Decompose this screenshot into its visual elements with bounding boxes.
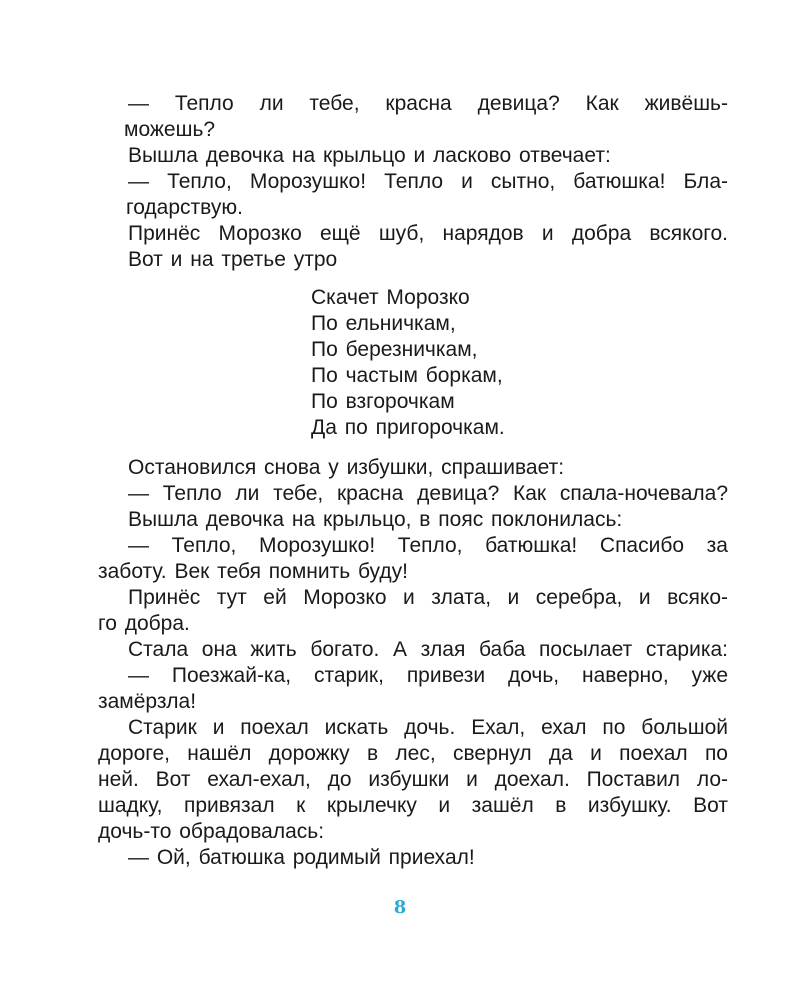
text-line: шадку, привязал к крылечку и зашёл в избушку. Вот (98, 794, 728, 817)
text-line: дочь-то обрадовалась: (98, 820, 325, 843)
text-line: Вышла девочка на крыльцо, в пояс поклонилась: (128, 508, 623, 531)
page-number: 8 (393, 897, 407, 918)
verse-line: Скачет Морозко (311, 286, 470, 309)
text-line: — Тепло, Морозушко! Тепло, батюшка! Спасибо за (128, 534, 728, 557)
text-block-top (124, 91, 728, 273)
verse-line: По ельничкам, (311, 312, 456, 335)
text-line: Принёс тут ей Морозко и злата, и серебра, и всяко- (128, 586, 728, 609)
text-line: — Ой, батюшка родимый приехал! (128, 846, 475, 869)
text-line: го добра. (98, 612, 190, 635)
text-line: Вышла девочка на крыльцо и ласково отвечает: (128, 144, 611, 167)
text-line: Принёс Морозко ещё шуб, нарядов и добра всякого. (128, 222, 728, 245)
verse-block (311, 285, 505, 441)
text-line: замёрзла! (98, 690, 197, 713)
text-line: можешь? (124, 118, 216, 141)
text-line: Старик и поехал искать дочь. Ехал, ехал по большой (128, 716, 728, 739)
verse-line: По частым боркам, (311, 364, 503, 387)
text-line: — Поезжай-ка, старик, привези дочь, наверно, уже (128, 664, 728, 687)
text-line: — Тепло ли тебе, красна девица? Как живёшь- (128, 92, 728, 115)
text-line: Вот и на третье утро (128, 248, 338, 271)
text-line: ней. Вот ехал-ехал, до избушки и доехал. Поставил ло- (98, 768, 728, 791)
verse-line: Да по пригорочкам. (311, 416, 505, 439)
text-line: заботу. Век тебя помнить буду! (98, 560, 408, 583)
text-line: годарствую. (126, 196, 243, 219)
text-block-bottom (98, 455, 728, 871)
text-line: — Тепло, Морозушко! Тепло и сытно, батюшка! Бла- (128, 170, 728, 193)
text-line: дороге, нашёл дорожку в лес, свернул да и поехал по (98, 742, 728, 765)
verse-line: По взгорочкам (311, 390, 455, 413)
verse-line: По березничкам, (311, 338, 478, 361)
text-line: Стала она жить богато. А злая баба посылает старика: (128, 638, 728, 661)
text-line: Остановился снова у избушки, спрашивает: (128, 456, 565, 479)
text-line: — Тепло ли тебе, красна девица? Как спала-ночевала? (128, 482, 728, 505)
